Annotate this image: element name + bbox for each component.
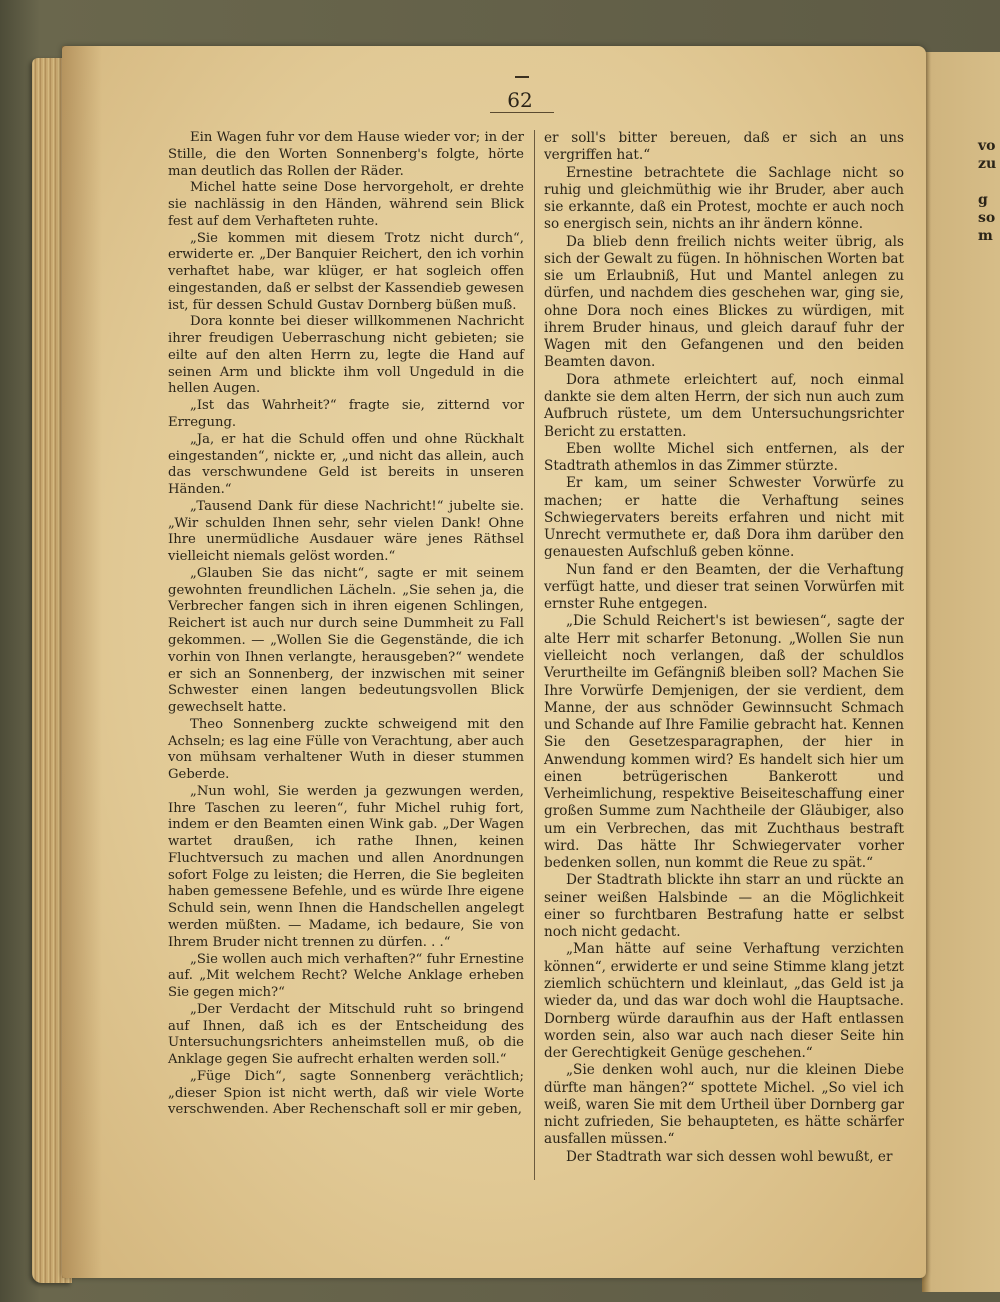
paragraph: Der Stadtrath war sich dessen wohl bewußt, er (566, 1148, 893, 1165)
page-number-mark (515, 76, 529, 78)
page-number-rule (490, 112, 554, 113)
paragraph: er soll's bitter bereuen, daß er sich an uns vergriffen hat.“ (544, 130, 904, 164)
page-number: 62 (507, 88, 533, 112)
adjacent-page-fragment: so (978, 210, 996, 226)
paragraph: Theo Sonnenberg zuckte schweigend mit den Achseln; es lag eine Fülle von Verachtung, aber auch von mühsam verhaltener Wuth in dieser stummen Geberde. (168, 716, 524, 783)
paragraph: „Man hätte auf seine Verhaftung verzichten können“, erwiderte er und seine Stimme klang jetzt ziemlich schüchtern und kleinlaut, „das Geld ist ja wieder da, und das war doch wohl die Hauptsache. Dornberg würde daraufhin aus der Haft entlassen worden sein, also war auch nach dieser Seite hin der Gerechtigkeit Genüge geschehen.“ (544, 941, 904, 1062)
right-text-column (544, 130, 904, 1166)
adjacent-page-fragment: m (978, 228, 993, 244)
paragraph: Ein Wagen fuhr vor dem Hause wieder vor; in der Stille, die den Worten Sonnenberg's folgte, hörte man deutlich das Rollen der Räder. (168, 130, 524, 179)
paragraph: Er kam, um seiner Schwester Vorwürfe zu machen; er hatte die Verhaftung seines Schwiegervaters bereits erfahren und nicht mit Unrecht vermuthete er, daß Dora ihm darüber den genauesten Aufschluß geben könne. (544, 475, 904, 561)
paragraph: „Füge Dich“, sagte Sonnenberg verächtlich; „dieser Spion ist nicht werth, daß wir viele Worte verschwenden. Aber Rechenschaft soll er mir geben, (168, 1068, 524, 1118)
paragraph: „Nun wohl, Sie werden ja gezwungen werden, Ihre Taschen zu leeren“, fuhr Michel ruhig fort, indem er den Beamten einen Wink gab. „Der Wagen wartet draußen, ich rathe Ihnen, keinen Fluchtversuch zu machen und allen Anordnungen sofort Folge zu leisten; die Herren, die Sie begleiten haben gemessene Befehle, und es würde Ihre eigene Schuld sein, wenn Ihnen die Handschellen angelegt werden müßten. — Madame, ich bedaure, Sie von Ihrem Bruder nicht trennen zu dürfen. . .“ (168, 783, 524, 950)
paragraph: „Tausend Dank für diese Nachricht!“ jubelte sie. „Wir schulden Ihnen sehr, sehr vielen Dank! Ohne Ihre unermüdliche Ausdauer wäre jenes Räthsel vielleicht niemals gelöst worden.“ (168, 498, 524, 565)
paragraph: Da blieb denn freilich nichts weiter übrig, als sich der Gewalt zu fügen. In höhnischen Worten bat sie um Erlaubniß, Hut und Mantel anlegen zu dürfen, und nachdem dies geschehen war, ging sie, ohne Dora noch eines Blickes zu würdigen, mit ihrem Bruder hinaus, und gleich darauf fuhr der Wagen mit den Gefangenen und den beiden Beamten davon. (544, 233, 904, 371)
paragraph: „Ist das Wahrheit?“ fragte sie, zitternd vor Erregung. (168, 398, 524, 431)
paragraph: „Die Schuld Reichert's ist bewiesen“, sagte der alte Herr mit scharfer Betonung. „Wollen Sie nun vielleicht noch verlangen, daß der schuldlos Verurtheilte im Gefängniß bleiben soll? Machen Sie Ihre Vorwürfe Demjenigen, der sie verdient, dem Manne, der aus schnöder Gewinnsucht Schmach und Schande auf Ihre Familie gebracht hat. Kennen Sie den Gesetzesparagraphen, der hier in Anwendung kommen wird? Es handelt sich hier um einen betrügerischen Bankerott und Verheimlichung, respektive Beiseiteschaffung einer großen Summe zum Nachtheile der Gläubiger, also um ein Verbrechen, das mit Zuchthaus bestraft wird. Das hätte Ihr Schwiegervater vorher bedenken sollen, nun kommt die Reue zu spät.“ (544, 613, 904, 872)
paragraph: „Sie wollen auch mich verhaften?“ fuhr Ernestine auf. „Mit welchem Recht? Welche Anklage erheben Sie gegen mich?“ (168, 951, 524, 1001)
adjacent-page-fragment: zu (978, 156, 997, 172)
paragraph: „Glauben Sie das nicht“, sagte er mit seinem gewohnten freundlichen Lächeln. „Sie sehen ja, die Verbrecher fangen sich in ihren eigenen Schlingen, Reichert ist auch nur durch seine Dummheit zu Fall gekommen. — „Wollen Sie die Gegenstände, die ich vorhin von Ihnen verlangte, herausgeben?“ wendete er sich an Sonnenberg, der inzwischen mit seiner Schwester einen langen bedeutungsvollen Blick gewechselt hatte. (168, 565, 524, 716)
paragraph: „Sie kommen mit diesem Trotz nicht durch“, erwiderte er. „Der Banquier Reichert, den ich vorhin verhaftet habe, war klüger, er hat sogleich offen eingestanden, daß er selbst der Kassendieb gewesen ist, für dessen Schuld Gustav Dornberg büßen muß. (168, 230, 524, 313)
paragraph: Ernestine betrachtete die Sachlage nicht so ruhig und gleichmüthig wie ihr Bruder, aber auch sie erkannte, daß ein Protest, mochte er auch noch so energisch sein, nichts an ihr ändern könne. (544, 164, 904, 233)
left-text-column (168, 130, 524, 1119)
adjacent-page-fragment: vo (978, 138, 996, 154)
paragraph: Der Stadtrath blickte ihn starr an und rückte an seiner weißen Halsbinde — an die Möglichkeit einer so furchtbaren Bestrafung hatte er selbst noch nicht gedacht. (544, 872, 904, 941)
adjacent-page (922, 52, 1000, 1292)
paragraph: Dora athmete erleichtert auf, noch einmal dankte sie dem alten Herrn, der sich nun auch zum Aufbruch rüstete, um dem Untersuchungsrichter Bericht zu erstatten. (544, 371, 904, 440)
paragraph: Michel hatte seine Dose hervorgeholt, er drehte sie nachlässig in den Händen, während sein Blick fest auf dem Verhafteten ruhte. (168, 180, 524, 229)
paragraph: „Ja, er hat die Schuld offen und ohne Rückhalt eingestanden“, nickte er, „und nicht das allein, auch das verschwundene Geld ist bereits in unseren Händen.“ (168, 431, 524, 498)
adjacent-page-fragment: g (978, 192, 988, 208)
paragraph: „Sie denken wohl auch, nur die kleinen Diebe dürfte man hängen?“ spottete Michel. „So viel ich weiß, waren Sie mit dem Urtheil über Dornberg gar nicht zufrieden, Sie behaupteten, es hätte schärfer ausfallen müssen.“ (544, 1062, 904, 1148)
column-divider (534, 130, 535, 1180)
paragraph: Dora konnte bei dieser willkommenen Nachricht ihrer freudigen Ueberraschung nicht gebieten; sie eilte auf den alten Herrn zu, legte die Hand auf seinen Arm und blickte ihm voll Ungeduld in die hellen Augen. (168, 314, 524, 397)
paragraph: Nun fand er den Beamten, der die Verhaftung verfügt hatte, und dieser trat seinen Vorwürfen mit ernster Ruhe entgegen. (544, 561, 904, 613)
paragraph: „Der Verdacht der Mitschuld ruht so bringend auf Ihnen, daß ich es der Entscheidung des Untersuchungsrichters anheimstellen muß, ob die Anklage gegen Sie aufrecht erhalten werden soll.“ (168, 1001, 524, 1068)
paragraph: Eben wollte Michel sich entfernen, als der Stadtrath athemlos in das Zimmer stürzte. (544, 440, 904, 475)
